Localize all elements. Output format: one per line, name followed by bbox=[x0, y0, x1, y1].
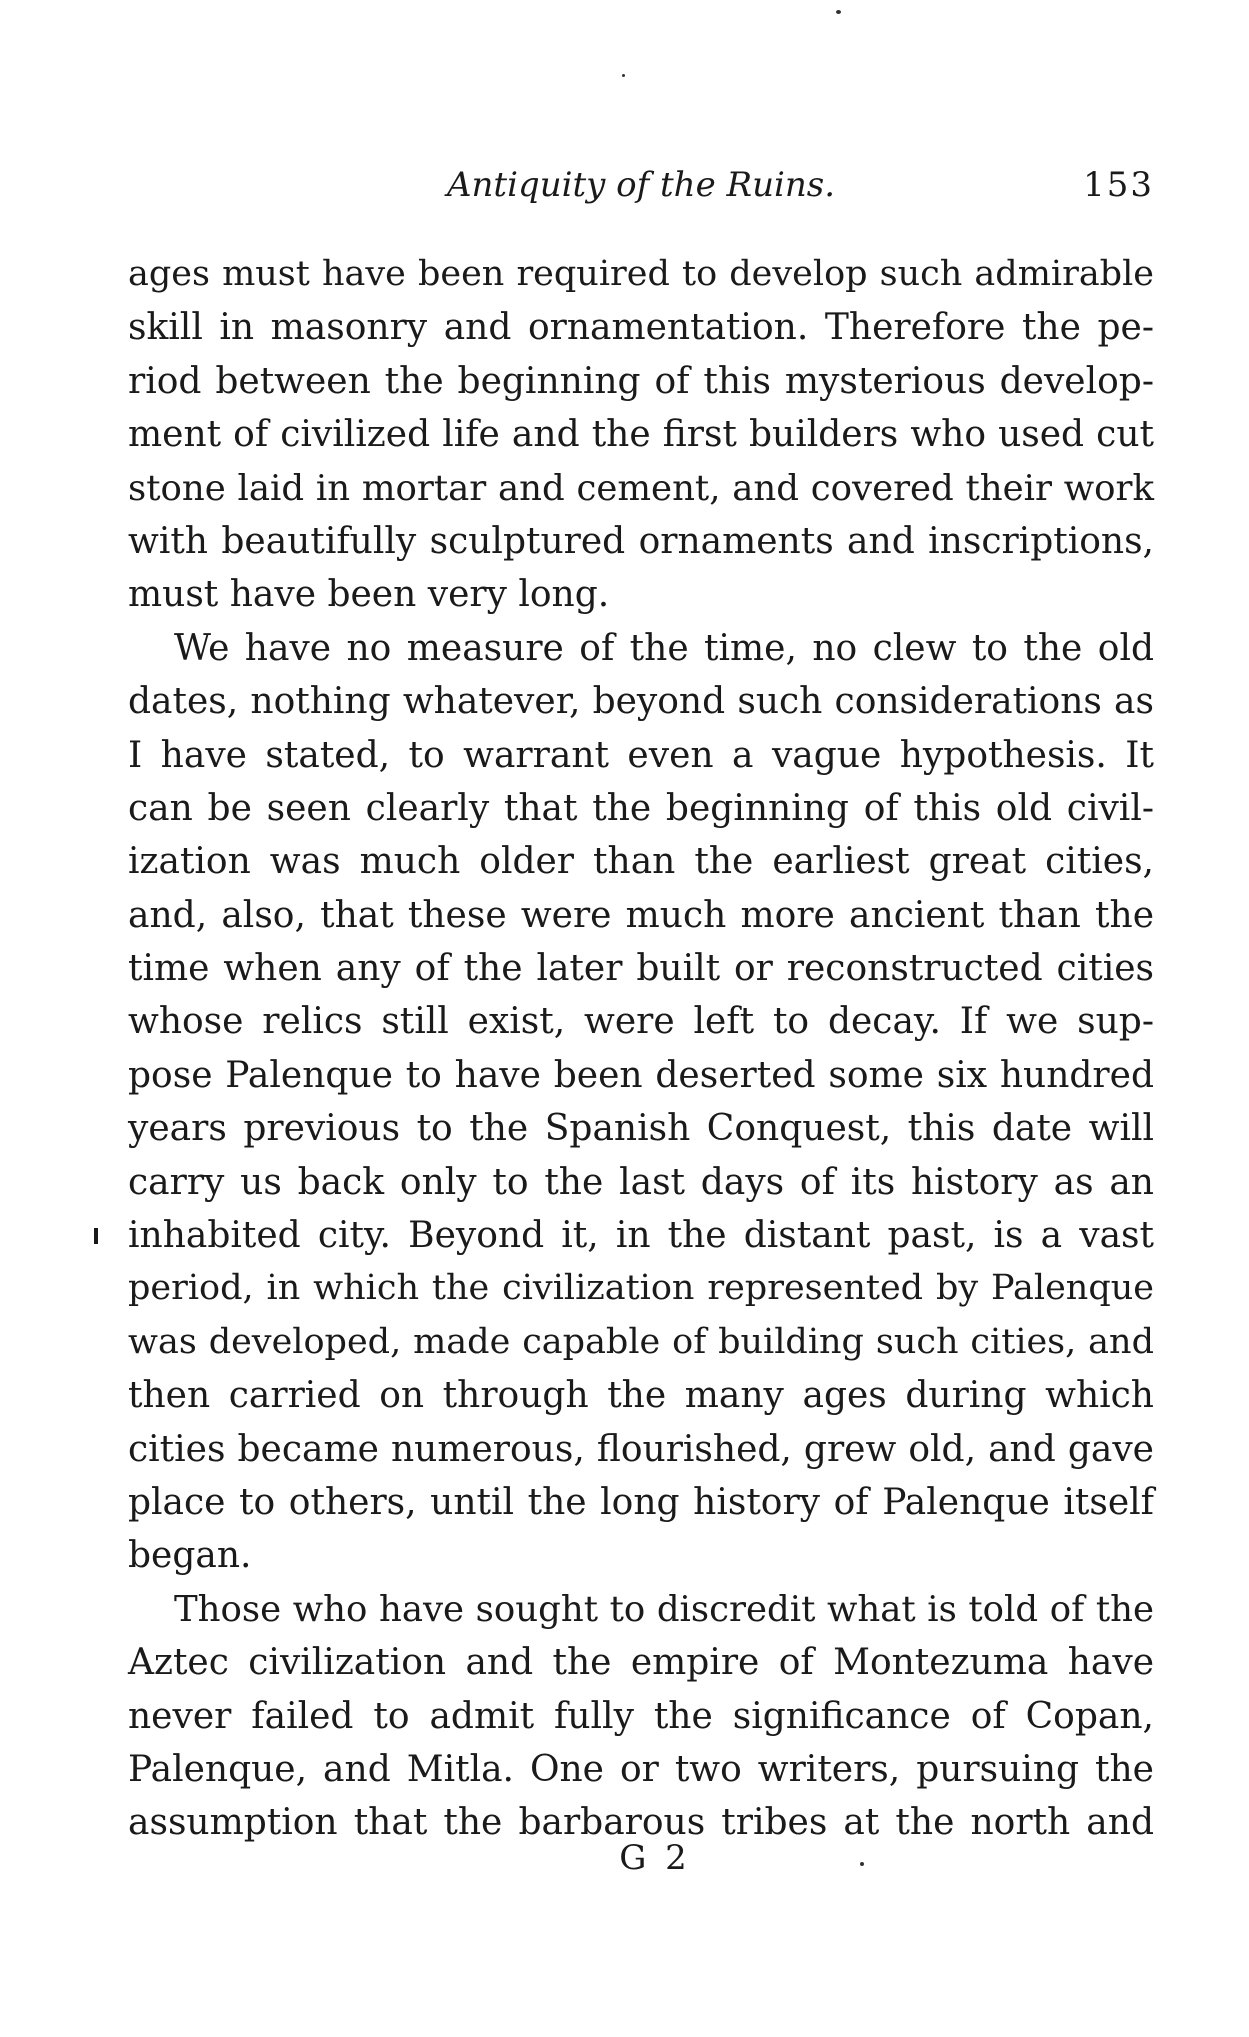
running-title: Antiquity of the Ruins. bbox=[446, 165, 836, 205]
text-line: pose Palenque to have been deserted some six hundred bbox=[128, 1054, 1154, 1096]
ink-speck bbox=[836, 10, 841, 14]
text-line: skill in masonry and ornamentation. Therefore the pe- bbox=[128, 307, 1154, 349]
text-line: never failed to admit fully the significance of Copan, bbox=[128, 1695, 1154, 1737]
page-number: 153 bbox=[1083, 165, 1154, 205]
ink-speck bbox=[860, 1862, 864, 1866]
text-line: Those who have sought to discredit what is told of the bbox=[174, 1588, 1154, 1630]
text-line: with beautifully sculptured ornaments and inscriptions, bbox=[128, 520, 1154, 562]
text-line: stone laid in mortar and cement, and covered their work bbox=[128, 467, 1154, 509]
text-line: and, also, that these were much more ancient than the bbox=[128, 894, 1154, 936]
text-line: I have stated, to warrant even a vague hypothesis. It bbox=[128, 734, 1154, 776]
text-line: Aztec civilization and the empire of Montezuma have bbox=[128, 1642, 1154, 1684]
margin-mark bbox=[94, 1228, 98, 1244]
text-line: We have no measure of the time, no clew to the old bbox=[174, 627, 1154, 669]
text-line: ages must have been required to develop such admirable bbox=[128, 254, 1154, 294]
text-line: must have been very long. bbox=[128, 574, 610, 616]
text-line: carry us back only to the last days of its history as an bbox=[128, 1161, 1154, 1203]
text-line: can be seen clearly that the beginning of this old civil- bbox=[128, 787, 1154, 829]
text-line: time when any of the later built or reconstructed cities bbox=[128, 948, 1154, 990]
text-line: was developed, made capable of building such cities, and bbox=[128, 1321, 1154, 1362]
page-header bbox=[128, 160, 1154, 210]
ink-speck bbox=[622, 74, 625, 77]
text-line: place to others, until the long history of Palenque itself bbox=[128, 1481, 1154, 1523]
text-line: riod between the beginning of this mysterious develop- bbox=[128, 360, 1154, 402]
signature-mark: G 2 bbox=[619, 1838, 691, 1878]
text-line: assumption that the barbarous tribes at the north and bbox=[128, 1802, 1154, 1844]
text-line: ization was much older than the earliest great cities, bbox=[128, 841, 1154, 883]
text-line: dates, nothing whatever, beyond such considerations as bbox=[128, 681, 1154, 723]
text-line: whose relics still exist, were left to decay. If we sup- bbox=[128, 1001, 1154, 1043]
text-line: ment of civilized life and the first builders who used cut bbox=[128, 414, 1154, 456]
text-line: then carried on through the many ages during which bbox=[128, 1375, 1154, 1417]
text-line: began. bbox=[128, 1535, 252, 1577]
text-line: cities became numerous, flourished, grew old, and gave bbox=[128, 1428, 1154, 1470]
text-line: years previous to the Spanish Conquest, this date will bbox=[128, 1108, 1154, 1150]
text-line: Palenque, and Mitla. One or two writers, pursuing the bbox=[128, 1748, 1154, 1790]
text-line: period, in which the civilization represented by Palenque bbox=[128, 1268, 1154, 1309]
text-line: inhabited city. Beyond it, in the distant past, is a vast bbox=[128, 1215, 1154, 1257]
body-text bbox=[128, 248, 1154, 1850]
